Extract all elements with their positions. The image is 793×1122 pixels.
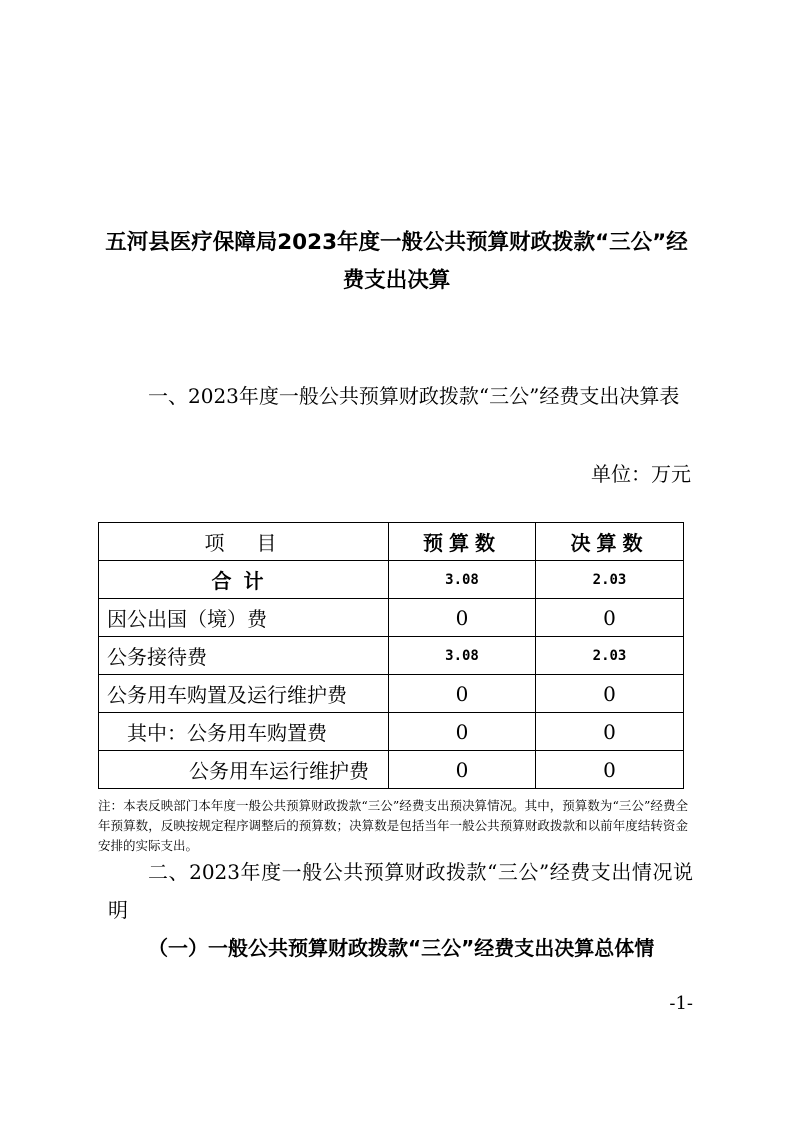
row-item: 合计 bbox=[99, 561, 389, 599]
row-item: 公务用车购置及运行维护费 bbox=[99, 675, 389, 713]
row-actual: 0 bbox=[536, 751, 684, 789]
table-row bbox=[99, 599, 684, 637]
row-actual: 2.03 bbox=[536, 561, 684, 599]
row-actual: 2.03 bbox=[536, 637, 684, 675]
header-actual: 决算数 bbox=[536, 523, 684, 561]
table-note: 注：本表反映部门本年度一般公共预算财政拨款“三公”经费支出预决算情况。其中，预算数为“三公”经费全年预算数，反映按规定程序调整后的预算数；决算数是包括当年一般公共预算财政拨款和以前年度结转资金安排的实际支出。 bbox=[98, 798, 688, 853]
header-budget: 预算数 bbox=[389, 523, 536, 561]
row-item: 因公出国（境）费 bbox=[99, 599, 389, 637]
row-item: 公务用车运行维护费 bbox=[99, 751, 389, 789]
row-budget: 0 bbox=[389, 751, 536, 789]
section-heading-2: 二、2023年度一般公共预算财政拨款“三公”经费支出情况说明 bbox=[108, 860, 693, 922]
row-budget: 0 bbox=[389, 599, 536, 637]
document-title: 五河县医疗保障局2023年度一般公共预算财政拨款“三公”经费支出决算 bbox=[105, 230, 688, 293]
table-row bbox=[99, 561, 684, 599]
row-budget: 3.08 bbox=[389, 561, 536, 599]
table-row bbox=[99, 675, 684, 713]
row-actual: 0 bbox=[536, 599, 684, 637]
table-row bbox=[99, 751, 684, 789]
header-item: 项 目 bbox=[99, 523, 389, 561]
row-budget: 3.08 bbox=[389, 637, 536, 675]
row-item: 公务接待费 bbox=[99, 637, 389, 675]
row-budget: 0 bbox=[389, 713, 536, 751]
row-actual: 0 bbox=[536, 675, 684, 713]
table-row bbox=[99, 713, 684, 751]
page-number: -1- bbox=[669, 993, 693, 1014]
row-budget: 0 bbox=[389, 675, 536, 713]
row-actual: 0 bbox=[536, 713, 684, 751]
subsection-heading: （一）一般公共预算财政拨款“三公”经费支出决算总体情 bbox=[148, 936, 655, 960]
unit-label: 单位：万元 bbox=[591, 462, 691, 486]
table-header-row bbox=[99, 523, 684, 561]
table-row bbox=[99, 637, 684, 675]
expenditure-table bbox=[98, 522, 684, 789]
row-item: 其中：公务用车购置费 bbox=[99, 713, 389, 751]
section-heading-1: 一、2023年度一般公共预算财政拨款“三公”经费支出决算表 bbox=[148, 384, 680, 408]
